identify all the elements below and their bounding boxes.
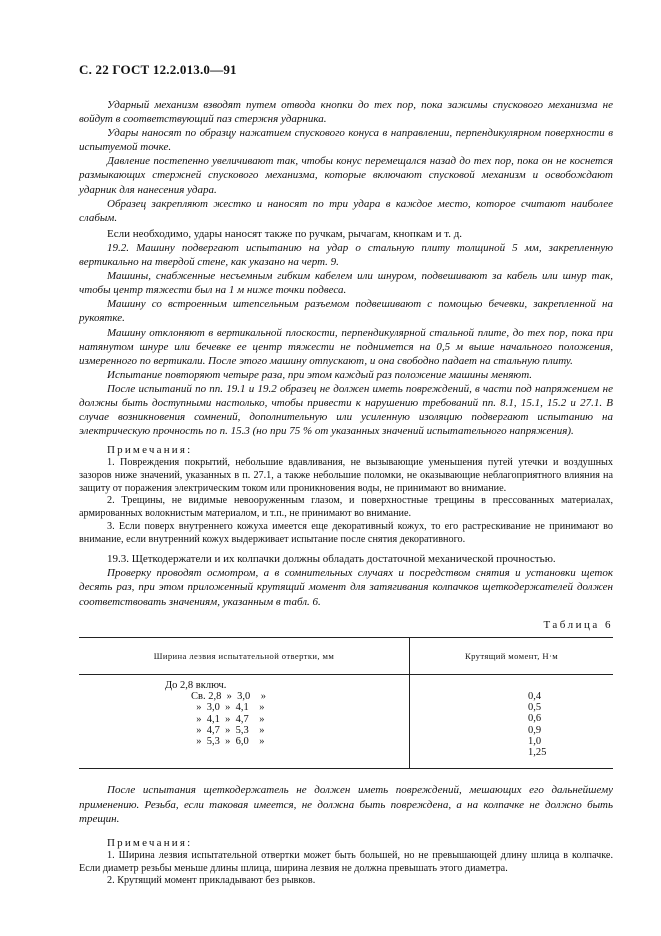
paragraph: Если необходимо, удары наносят также по ручкам, рычагам, кнопкам и т. д. bbox=[107, 227, 463, 240]
paragraph: Машину отклоняют в вертикальной плоскости, перпендикулярной стальной плите, до тех пор, пока при натянутом шнуре или бечевке ее центр тяжести не поднимется на 0,5 м выше начального положения, измеренного по вертикали. После этого машину отпускают, и она свободно падает на стальную плиту. bbox=[79, 326, 613, 367]
paragraph: Ударный механизм взводят путем отвода кнопки до тех пор, пока зажимы спускового механизма не войдут в соответствующий паз стержня ударника. bbox=[79, 99, 613, 126]
table-row: До 2,8 включ. bbox=[165, 679, 227, 691]
document-body bbox=[79, 98, 613, 888]
torque-cell bbox=[410, 674, 614, 769]
table-value: 0,9 bbox=[528, 724, 542, 736]
paragraph: Машины, снабженные несъемным гибким кабелем или шнуром, подвешивают за кабель или шнур так, чтобы центр тяжести был на 1 м ниже точки подвеса. bbox=[79, 270, 613, 297]
table-value: 0,5 bbox=[528, 701, 542, 713]
paragraph: После испытаний по пп. 19.1 и 19.2 образец не должен иметь повреждений, в части под напряжением не должны быть доступными настолько, чтобы привести к нарушению требований пп. 8.1, 15.1, 15.2 и 27.1. В случае возникновения сомнений, дополнительную или усиленную изоляцию подвергают испытанию на электрическую прочность по п. 15.3 (но при 75 % от указанных значений испытательного напряжения). bbox=[79, 382, 613, 438]
table-caption: Таблица 6 bbox=[543, 618, 613, 631]
table-value: 1,0 bbox=[528, 735, 542, 747]
paragraph: Удары наносят по образцу нажатием спускового конуса в направлении, перпендикулярном поверхности в испытуемой точке. bbox=[79, 127, 613, 154]
table-value: 1,25 bbox=[528, 747, 547, 759]
paragraph: После испытания щеткодержатель не должен иметь повреждений, мешающих его дальнейшему применению. Резьба, если таковая имеется, не должна быть повреждена, а на колпачке не должно быть трещин. bbox=[79, 784, 613, 825]
note-item: 1. Повреждения покрытий, небольшие вдавливания, не вызывающие уменьшения путей утечки и воздушных зазоров ниже значений, указанных в п. 27.1, а также небольшие поломки, не оказывающие неблагоприятного влияния на защиту от поражения электрическим током или проникновения воды, не принимают во внимание. bbox=[79, 457, 613, 494]
column-header-width: Ширина лезвия испытательной отвертки, мм bbox=[79, 637, 410, 674]
table-value: 0,6 bbox=[528, 713, 542, 725]
table-row: Св. 2,8 » 3,0 » bbox=[191, 690, 266, 702]
width-cell bbox=[79, 674, 410, 769]
paragraph: Образец закрепляют жестко и наносят по три удара в каждое место, которое считают наиболее слабым. bbox=[79, 197, 613, 224]
page-header: С. 22 ГОСТ 12.2.013.0—91 bbox=[79, 62, 237, 77]
paragraph: Машину со встроенным штепсельным разъемом подвешивают с помощью бечевки, закрепленной на рукоятке. bbox=[79, 298, 613, 325]
notes-title: Примечания: bbox=[107, 836, 193, 849]
paragraph: Давление постепенно увеличивают так, чтобы конус перемещался назад до тех пор, пока он не коснется размыкающих стержней спускового механизма, которые включают спусковой механизм и освобождают ударник для нанесения удара. bbox=[79, 155, 613, 196]
note-item: 1. Ширина лезвия испытательной отвертки может быть большей, но не превышающей длину шлица в колпачке. Если диаметр резьбы меньше длины шлица, ширина лезвия не должна превышать этого диаметра. bbox=[79, 849, 613, 874]
note-item: 3. Если поверх внутреннего кожуха имеется еще декоративный кожух, то его растрескивание не принимают во внимание, если внутренний кожух выдерживает испытание после снятия декоративного. bbox=[79, 520, 613, 545]
note-item: 2. Трещины, не видимые невооруженным глазом, и поверхностные трещины в прессованных материалах, армированных волокнистым материалом, и т.п., не принимают во внимание. bbox=[79, 495, 613, 520]
table-row: » 4,1 » 4,7 » bbox=[191, 713, 265, 725]
table-row: » 4,7 » 5,3 » bbox=[191, 724, 265, 736]
paragraph: Испытание повторяют четыре раза, при этом каждый раз положение машины меняют. bbox=[107, 368, 533, 381]
table-value: 0,4 bbox=[528, 690, 542, 702]
paragraph-19-2: 19.2. Машину подвергают испытанию на удар о стальную плиту толщиной 5 мм, закрепленную вертикально на твердой стене, как указано на черт. 9. bbox=[79, 241, 613, 269]
table-row: » 3,0 » 4,1 » bbox=[191, 702, 265, 714]
paragraph: Проверку проводят осмотром, а в сомнительных случаях и посредством снятия и установки щеток десять раз, при этом приложенный крутящий момент для затягивания колпачков щеткодержателей должен соответствовать значениям, указанным в табл. 6. bbox=[79, 567, 613, 608]
note-item: 2. Крутящий момент прикладывают без рывков. bbox=[107, 875, 316, 887]
table-6 bbox=[79, 637, 613, 770]
notes-title: Примечания: bbox=[107, 444, 193, 457]
column-header-torque: Крутящий момент, Н·м bbox=[410, 637, 614, 674]
paragraph-19-3: 19.3. Щеткодержатели и их колпачки должны обладать достаточной механической прочностью. bbox=[107, 553, 556, 566]
table-row: » 5,3 » 6,0 » bbox=[191, 736, 265, 748]
